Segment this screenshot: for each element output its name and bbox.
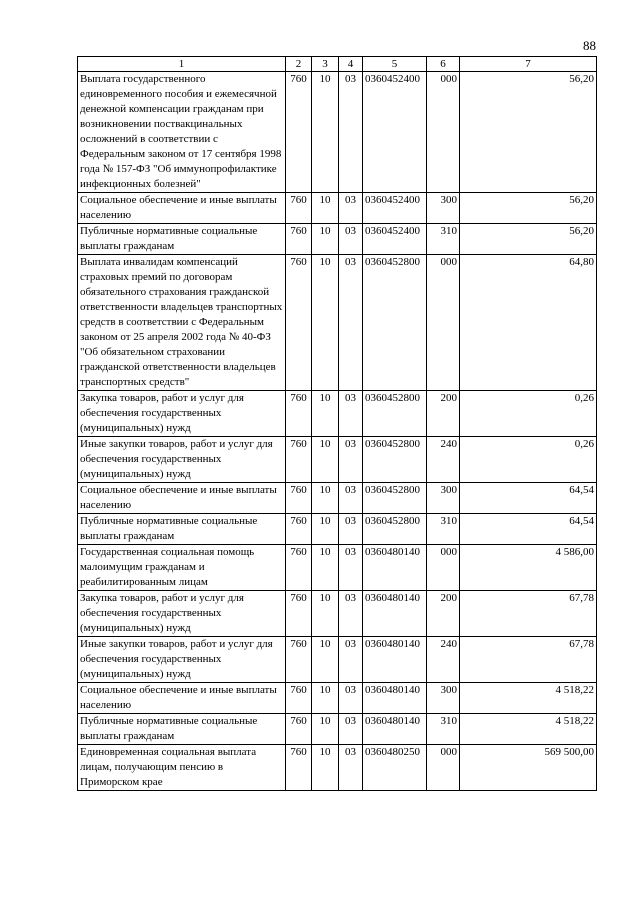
row-target-article: 0360452800 [363, 514, 427, 545]
column-header: 5 [363, 57, 427, 72]
row-amount: 0,26 [460, 391, 597, 437]
row-section: 10 [312, 72, 339, 193]
row-subsection: 03 [339, 683, 363, 714]
row-target-article: 0360480140 [363, 591, 427, 637]
row-description: Иные закупки товаров, работ и услуг для обеспечения государственных (муниципальных) нужд [78, 637, 286, 683]
column-header: 1 [78, 57, 286, 72]
table-row [78, 714, 597, 745]
row-subsection: 03 [339, 514, 363, 545]
row-target-article: 0360452400 [363, 224, 427, 255]
row-section: 10 [312, 545, 339, 591]
table-row [78, 637, 597, 683]
row-target-article: 0360480140 [363, 637, 427, 683]
table-row [78, 591, 597, 637]
row-grbs: 760 [286, 224, 312, 255]
row-subsection: 03 [339, 545, 363, 591]
column-header: 6 [427, 57, 460, 72]
table-row [78, 391, 597, 437]
row-section: 10 [312, 255, 339, 391]
row-amount: 56,20 [460, 224, 597, 255]
row-subsection: 03 [339, 483, 363, 514]
table-row [78, 745, 597, 791]
page-number: 88 [583, 38, 596, 53]
row-expense-type: 000 [427, 72, 460, 193]
row-grbs: 760 [286, 255, 312, 391]
row-section: 10 [312, 483, 339, 514]
column-header: 7 [460, 57, 597, 72]
row-expense-type: 200 [427, 591, 460, 637]
row-grbs: 760 [286, 193, 312, 224]
row-subsection: 03 [339, 72, 363, 193]
row-amount: 4 586,00 [460, 545, 597, 591]
row-amount: 64,54 [460, 483, 597, 514]
row-amount: 0,26 [460, 437, 597, 483]
row-target-article: 0360452800 [363, 255, 427, 391]
table-row [78, 437, 597, 483]
row-section: 10 [312, 637, 339, 683]
row-amount: 569 500,00 [460, 745, 597, 791]
row-expense-type: 240 [427, 437, 460, 483]
row-subsection: 03 [339, 437, 363, 483]
column-header: 4 [339, 57, 363, 72]
row-section: 10 [312, 683, 339, 714]
row-subsection: 03 [339, 224, 363, 255]
table-row [78, 224, 597, 255]
table-row [78, 255, 597, 391]
column-header: 3 [312, 57, 339, 72]
row-amount: 56,20 [460, 193, 597, 224]
row-subsection: 03 [339, 714, 363, 745]
row-target-article: 0360452800 [363, 391, 427, 437]
row-grbs: 760 [286, 745, 312, 791]
row-section: 10 [312, 224, 339, 255]
table-row [78, 545, 597, 591]
row-expense-type: 310 [427, 514, 460, 545]
budget-table [77, 56, 597, 791]
row-amount: 67,78 [460, 591, 597, 637]
row-expense-type: 000 [427, 255, 460, 391]
row-grbs: 760 [286, 483, 312, 514]
row-section: 10 [312, 591, 339, 637]
row-amount: 56,20 [460, 72, 597, 193]
table-row [78, 483, 597, 514]
row-description: Выплата государственного единовременного пособия и ежемесячной денежной компенсации гражданам при возникновении поствакцинальных осложнений в соответствии с Федеральным законом от 17 сентября 1998 года № 157-ФЗ "Об иммунопрофилактике инфекционных болезней" [78, 72, 286, 193]
row-section: 10 [312, 391, 339, 437]
row-grbs: 760 [286, 391, 312, 437]
row-amount: 67,78 [460, 637, 597, 683]
row-section: 10 [312, 714, 339, 745]
table-row [78, 72, 597, 193]
row-subsection: 03 [339, 391, 363, 437]
row-amount: 64,80 [460, 255, 597, 391]
row-expense-type: 310 [427, 224, 460, 255]
row-target-article: 0360480140 [363, 545, 427, 591]
row-grbs: 760 [286, 714, 312, 745]
row-section: 10 [312, 437, 339, 483]
row-section: 10 [312, 745, 339, 791]
table-row [78, 683, 597, 714]
row-description: Государственная социальная помощь малоимущим гражданам и реабилитированным лицам [78, 545, 286, 591]
row-target-article: 0360480140 [363, 683, 427, 714]
row-target-article: 0360480140 [363, 714, 427, 745]
row-description: Закупка товаров, работ и услуг для обеспечения государственных (муниципальных) нужд [78, 391, 286, 437]
row-expense-type: 240 [427, 637, 460, 683]
row-grbs: 760 [286, 683, 312, 714]
table-header-row [78, 57, 597, 72]
row-target-article: 0360452800 [363, 483, 427, 514]
row-grbs: 760 [286, 637, 312, 683]
table-row [78, 193, 597, 224]
row-description: Социальное обеспечение и иные выплаты населению [78, 483, 286, 514]
row-expense-type: 300 [427, 193, 460, 224]
row-section: 10 [312, 514, 339, 545]
row-expense-type: 300 [427, 483, 460, 514]
row-description: Социальное обеспечение и иные выплаты населению [78, 193, 286, 224]
column-header: 2 [286, 57, 312, 72]
row-target-article: 0360452800 [363, 437, 427, 483]
row-grbs: 760 [286, 591, 312, 637]
row-expense-type: 300 [427, 683, 460, 714]
row-description: Единовременная социальная выплата лицам, получающим пенсию в Приморском крае [78, 745, 286, 791]
row-subsection: 03 [339, 193, 363, 224]
row-description: Публичные нормативные социальные выплаты гражданам [78, 514, 286, 545]
row-subsection: 03 [339, 745, 363, 791]
row-description: Закупка товаров, работ и услуг для обеспечения государственных (муниципальных) нужд [78, 591, 286, 637]
row-target-article: 0360452400 [363, 72, 427, 193]
row-amount: 4 518,22 [460, 683, 597, 714]
row-grbs: 760 [286, 437, 312, 483]
row-description: Публичные нормативные социальные выплаты гражданам [78, 224, 286, 255]
row-expense-type: 000 [427, 545, 460, 591]
row-description: Публичные нормативные социальные выплаты гражданам [78, 714, 286, 745]
row-subsection: 03 [339, 591, 363, 637]
row-expense-type: 200 [427, 391, 460, 437]
row-target-article: 0360480250 [363, 745, 427, 791]
row-target-article: 0360452400 [363, 193, 427, 224]
row-grbs: 760 [286, 545, 312, 591]
row-subsection: 03 [339, 255, 363, 391]
row-subsection: 03 [339, 637, 363, 683]
row-grbs: 760 [286, 514, 312, 545]
row-expense-type: 310 [427, 714, 460, 745]
row-description: Социальное обеспечение и иные выплаты населению [78, 683, 286, 714]
row-amount: 64,54 [460, 514, 597, 545]
row-description: Выплата инвалидам компенсаций страховых премий по договорам обязательного страхования гражданской ответственности владельцев транспортных средств в соответствии с Федеральным законом от 25 апреля 2002 года № 40-ФЗ "Об обязательном страховании гражданской ответственности владельцев транспортных средств" [78, 255, 286, 391]
row-grbs: 760 [286, 72, 312, 193]
row-section: 10 [312, 193, 339, 224]
row-expense-type: 000 [427, 745, 460, 791]
row-amount: 4 518,22 [460, 714, 597, 745]
row-description: Иные закупки товаров, работ и услуг для обеспечения государственных (муниципальных) нужд [78, 437, 286, 483]
table-row [78, 514, 597, 545]
